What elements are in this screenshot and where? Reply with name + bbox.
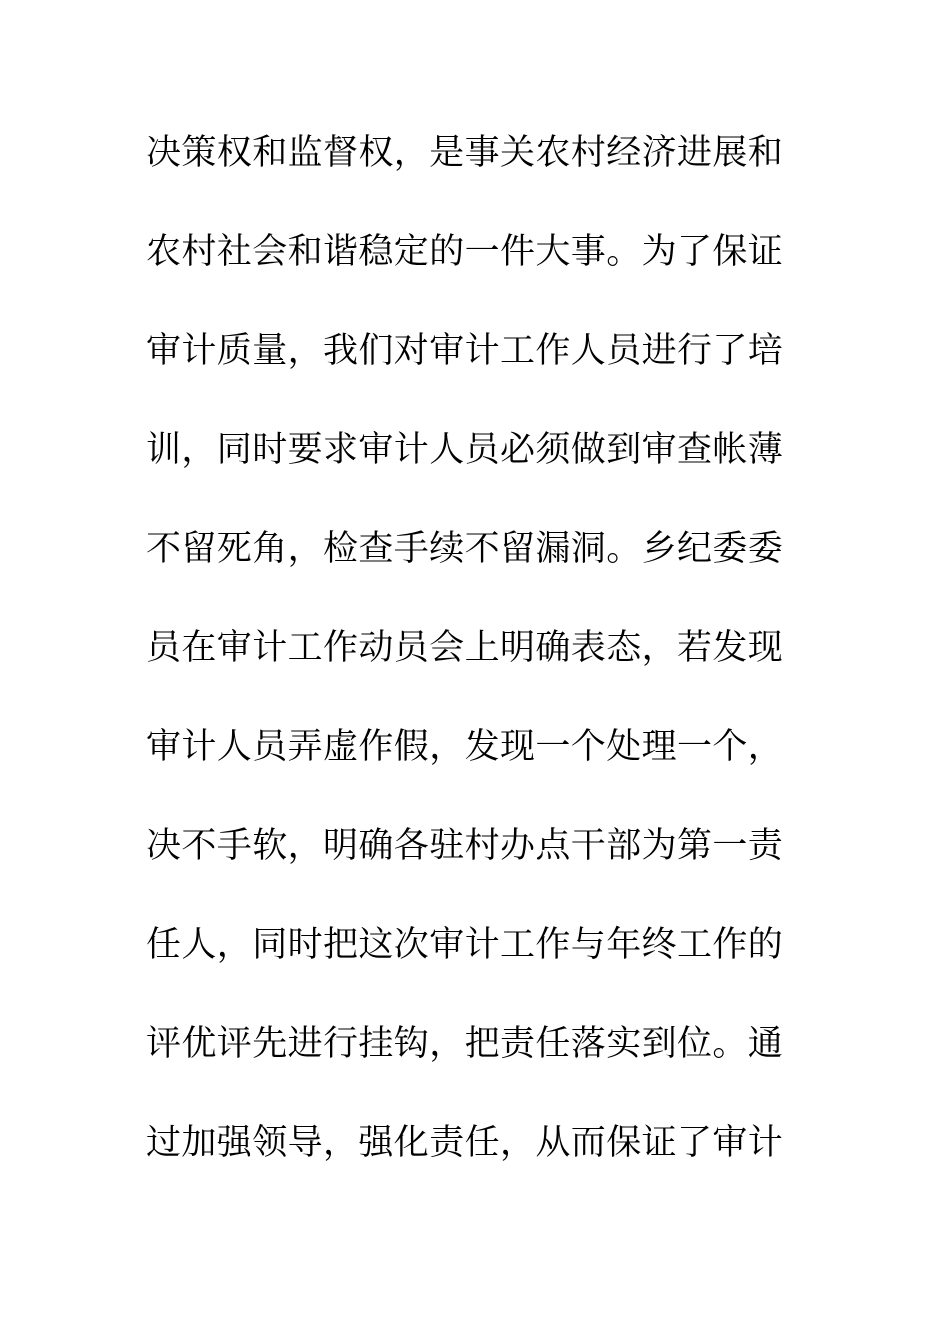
text-line: 员在审计工作动员会上明确表态，若发现 [146, 628, 784, 668]
text-line: 不留死角，检查手续不留漏洞。乡纪委委 [146, 529, 784, 569]
text-line: 审计人员弄虚作假，发现一个处理一个， [146, 727, 784, 767]
text-line: 决不手软，明确各驻村办点干部为第一责 [146, 826, 784, 866]
text-line: 训，同时要求审计人员必须做到审查帐薄 [146, 430, 784, 470]
text-line: 任人，同时把这次审计工作与年终工作的 [146, 925, 784, 965]
body-paragraph [146, 124, 786, 1213]
text-line: 审计质量，我们对审计工作人员进行了培 [146, 331, 784, 371]
text-line: 过加强领导，强化责任，从而保证了审计 [146, 1123, 784, 1163]
text-line: 决策权和监督权，是事关农村经济进展和 [146, 133, 784, 173]
text-line: 评优评先进行挂钩，把责任落实到位。通 [146, 1024, 784, 1064]
text-line: 农村社会和谐稳定的一件大事。为了保证 [146, 232, 784, 272]
